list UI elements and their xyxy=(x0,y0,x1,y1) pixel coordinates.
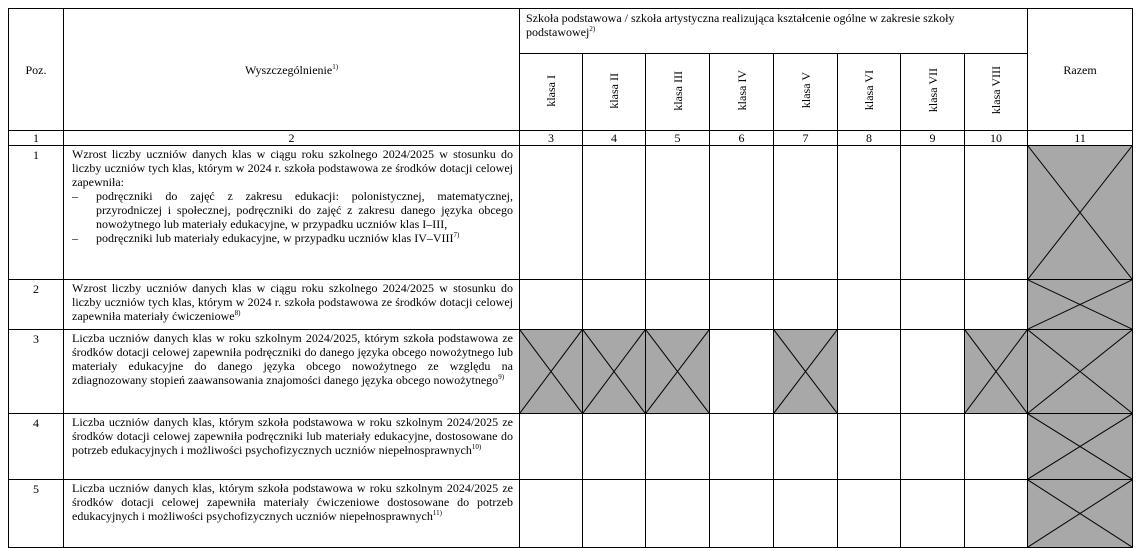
value-cell[interactable] xyxy=(901,480,965,548)
bullet-text: podręczniki lub materiały edukacyjne, w przypadku uczniów klas IV–VIII xyxy=(96,231,454,245)
value-cell[interactable] xyxy=(965,146,1028,280)
value-cell[interactable] xyxy=(520,280,583,330)
value-cell[interactable] xyxy=(838,414,901,480)
column-header-class-label: klasa III xyxy=(670,70,685,111)
row-position: 3 xyxy=(9,330,64,414)
value-cell[interactable] xyxy=(965,480,1028,548)
value-cell[interactable] xyxy=(646,480,710,548)
blocked-cell xyxy=(1028,414,1133,480)
row-description xyxy=(64,330,520,414)
row-position: 5 xyxy=(9,480,64,548)
column-group-header xyxy=(520,9,1028,54)
cross-out-mark xyxy=(1028,146,1132,279)
column-header-class-label: klasa VI xyxy=(862,70,876,111)
value-cell[interactable] xyxy=(838,146,901,280)
footnote-ref: 8) xyxy=(234,309,241,317)
footnote-ref: 9) xyxy=(498,373,505,381)
column-header-class xyxy=(965,54,1028,131)
value-cell[interactable] xyxy=(646,146,710,280)
value-cell[interactable] xyxy=(710,280,774,330)
column-header-class xyxy=(774,54,838,131)
value-cell[interactable] xyxy=(583,146,646,280)
bullet-text: podręczniki do zajęć z zakresu edukacji: polonistycznej, matematycznej, przyrodniczej i społecznej, podręczniki do zajęć z zakresu danego języka obcego nowożytnego lub materiały edukacyjne, w przypadku uczniów klas I–III, xyxy=(96,189,513,231)
blocked-cell xyxy=(965,330,1028,414)
column-header-class-label: klasa V xyxy=(798,72,813,109)
cross-out-mark xyxy=(1028,480,1132,547)
footnote-ref: 7) xyxy=(453,231,460,239)
value-cell[interactable] xyxy=(774,480,838,548)
cross-out-mark xyxy=(965,330,1027,413)
column-header-class-label: klasa VIII xyxy=(989,66,1004,115)
column-header-razem: Razem xyxy=(1028,9,1133,131)
value-cell[interactable] xyxy=(710,330,774,414)
column-header-poz: Poz. xyxy=(9,9,64,131)
cross-out-mark xyxy=(1028,280,1132,329)
column-number: 6 xyxy=(710,131,774,146)
column-header-class-label: klasa II xyxy=(607,72,621,109)
bullet-list xyxy=(72,189,513,245)
table-row xyxy=(9,330,1133,414)
footnote-ref: 1) xyxy=(332,62,339,71)
cross-out-mark xyxy=(583,330,645,413)
row-description xyxy=(64,480,520,548)
header-row-1 xyxy=(9,9,1133,54)
blocked-cell xyxy=(646,330,710,414)
column-number: 10 xyxy=(965,131,1028,146)
value-cell[interactable] xyxy=(583,414,646,480)
blocked-cell xyxy=(774,330,838,414)
value-cell[interactable] xyxy=(710,146,774,280)
row-description-text: Liczba uczniów danych klas w roku szkolnym 2024/2025, którym szkoła podstawowa ze środków dotacji celowej zapewniła podręczniki do danego języka obcego nowożytnego lub materiały edukacyjne do danego języka obcego nowożytnego ze względu na zdiagnozowany stopień zaawansowania znajomości danego języka obcego nowożytnego xyxy=(72,331,513,387)
blocked-cell xyxy=(1028,280,1133,330)
value-cell[interactable] xyxy=(901,280,965,330)
value-cell[interactable] xyxy=(901,146,965,280)
column-number: 3 xyxy=(520,131,583,146)
column-header-class-label: klasa VII xyxy=(925,68,940,113)
column-header-class xyxy=(583,54,646,131)
value-cell[interactable] xyxy=(710,414,774,480)
column-header-class xyxy=(710,54,774,131)
blocked-cell xyxy=(1028,146,1133,280)
table-row xyxy=(9,280,1133,330)
value-cell[interactable] xyxy=(838,280,901,330)
row-description-intro: Wzrost liczby uczniów danych klas w ciągu roku szkolnego 2024/2025 w stosunku do liczby uczniów tych klas, którym w 2024 r. szkoła podstawowa ze środków dotacji celowej zapewniła: xyxy=(72,147,513,189)
bullet-dash: – xyxy=(72,189,78,203)
blocked-cell xyxy=(1028,480,1133,548)
column-number: 4 xyxy=(583,131,646,146)
bullet-item xyxy=(72,189,513,231)
bullet-item xyxy=(72,231,513,245)
value-cell[interactable] xyxy=(774,280,838,330)
table-row xyxy=(9,480,1133,548)
row-description-text: Wzrost liczby uczniów danych klas w ciągu roku szkolnego 2024/2025 w stosunku do liczby uczniów tych klas, którym w 2024 r. szkoła podstawowa ze środków dotacji celowej zapewniła materiały ćwiczeniowe xyxy=(72,281,513,323)
value-cell[interactable] xyxy=(583,280,646,330)
value-cell[interactable] xyxy=(901,330,965,414)
row-description-text: Liczba uczniów danych klas, którym szkoła podstawowa w roku szkolnym 2024/2025 ze środków dotacji celowej zapewniła materiały ćwiczeniowe dostosowane do potrzeb edukacyjnych i możliwości psychofizycznych uczniów niepełnosprawnych xyxy=(72,481,513,523)
column-number: 1 xyxy=(9,131,64,146)
column-header-class xyxy=(901,54,965,131)
row-description-text: Liczba uczniów danych klas, którym szkoła podstawowa w roku szkolnym 2024/2025 ze środków dotacji celowej zapewniła podręczniki lub materiały edukacyjne, dostosowane do potrzeb edukacyjnych i możliwości psychofizycznych uczniów niepełnosprawnych xyxy=(72,415,513,457)
report-table xyxy=(8,8,1133,548)
column-number: 2 xyxy=(64,131,520,146)
value-cell[interactable] xyxy=(520,414,583,480)
row-description xyxy=(64,280,520,330)
row-description xyxy=(64,146,520,280)
column-number: 8 xyxy=(838,131,901,146)
value-cell[interactable] xyxy=(965,280,1028,330)
value-cell[interactable] xyxy=(520,146,583,280)
blocked-cell xyxy=(520,330,583,414)
footnote-ref: 11) xyxy=(432,509,442,517)
column-header-class-label: klasa IV xyxy=(734,70,749,111)
row-position: 2 xyxy=(9,280,64,330)
cross-out-mark xyxy=(1028,330,1132,413)
column-header-class-label: klasa I xyxy=(544,74,558,107)
value-cell[interactable] xyxy=(901,414,965,480)
column-number-row xyxy=(9,131,1133,146)
column-header-wyszczegolnienie xyxy=(64,9,520,131)
footnote-ref: 10) xyxy=(471,443,482,451)
cross-out-mark xyxy=(646,330,709,413)
cross-out-mark xyxy=(520,330,582,413)
row-description xyxy=(64,414,520,480)
table-row xyxy=(9,414,1133,480)
cross-out-mark xyxy=(774,330,837,413)
column-number: 9 xyxy=(901,131,965,146)
footnote-ref: 2) xyxy=(589,25,596,33)
blocked-cell xyxy=(583,330,646,414)
value-cell[interactable] xyxy=(774,414,838,480)
cross-out-mark xyxy=(1028,414,1132,479)
column-header-wyszczegolnienie-text: Wyszczególnienie xyxy=(244,62,333,77)
blocked-cell xyxy=(1028,330,1133,414)
column-header-class xyxy=(838,54,901,131)
row-position: 1 xyxy=(9,146,64,280)
value-cell[interactable] xyxy=(520,480,583,548)
column-number: 5 xyxy=(646,131,710,146)
column-header-class xyxy=(646,54,710,131)
column-number: 11 xyxy=(1028,131,1133,146)
value-cell[interactable] xyxy=(965,414,1028,480)
value-cell[interactable] xyxy=(583,480,646,548)
column-group-title: Szkoła podstawowa / szkoła artystyczna realizująca kształcenie ogólne w zakresie szkoły podstawowej xyxy=(526,11,955,39)
value-cell[interactable] xyxy=(838,480,901,548)
value-cell[interactable] xyxy=(646,280,710,330)
column-header-class xyxy=(520,54,583,131)
value-cell[interactable] xyxy=(646,414,710,480)
value-cell[interactable] xyxy=(774,146,838,280)
row-position: 4 xyxy=(9,414,64,480)
value-cell[interactable] xyxy=(838,330,901,414)
table-row xyxy=(9,146,1133,280)
column-number: 7 xyxy=(774,131,838,146)
value-cell[interactable] xyxy=(710,480,774,548)
bullet-dash: – xyxy=(72,231,78,245)
